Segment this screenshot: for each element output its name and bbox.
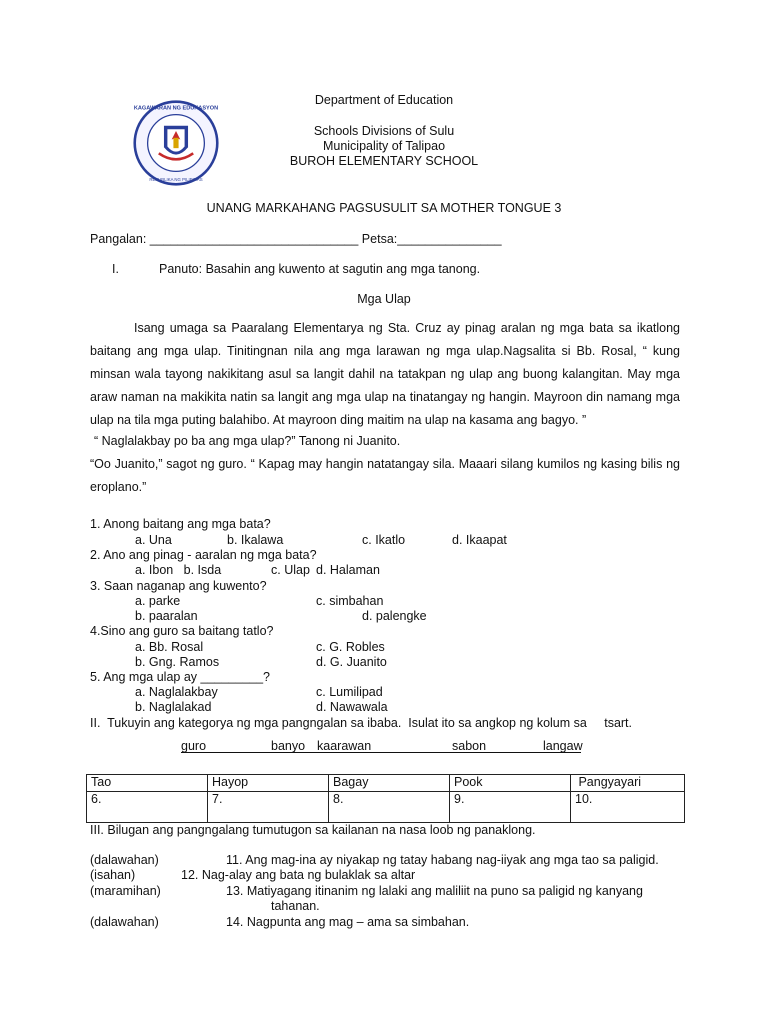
- q3-option-b: b. paaralan: [135, 609, 198, 623]
- table-header-cell: Tao: [87, 775, 208, 792]
- word-bank-item: guro: [181, 739, 207, 753]
- q4-option-b: b. Gng. Ramos: [135, 655, 220, 669]
- name-date-line: Pangalan: ______________________________ Petsa:_______________: [90, 232, 502, 246]
- q3-option-a: a. parke: [135, 594, 181, 608]
- table-header-cell: Pook: [450, 775, 571, 792]
- q5-option-d: d. Nawawala: [316, 700, 388, 714]
- exam-title: UNANG MARKAHANG PAGSUSULIT SA MOTHER TONGUE 3: [206, 201, 562, 215]
- q2-option-d: d. Halaman: [316, 563, 380, 577]
- word-bank-item: langaw: [543, 739, 583, 753]
- word-bank-underline: [181, 752, 581, 753]
- story-paragraph-1: [90, 317, 680, 432]
- q4-option-a: a. Bb. Rosal: [135, 640, 204, 654]
- word-bank-item: sabon: [452, 739, 487, 753]
- item-13-label: (maramihan): [90, 884, 161, 898]
- q4-option-c: c. G. Robles: [316, 640, 385, 654]
- q1-option-c: c. Ikatlo: [362, 533, 406, 547]
- q4-option-d: d. G. Juanito: [316, 655, 387, 669]
- item-11-label: (dalawahan): [90, 853, 159, 867]
- table-cell[interactable]: 8.: [329, 791, 450, 822]
- table-header-cell: Hayop: [208, 775, 329, 792]
- svg-text:REPUBLIKA NG PILIPINAS: REPUBLIKA NG PILIPINAS: [149, 176, 203, 182]
- item-12-text: 12. Nag-alay ang bata ng bulaklak sa altar: [181, 868, 416, 882]
- q3-option-c: c. simbahan: [316, 594, 384, 608]
- table-cell[interactable]: 10.: [571, 791, 685, 822]
- municipality-heading: Municipality of Talipao: [322, 139, 446, 153]
- word-bank-item: kaarawan: [317, 739, 372, 753]
- item-14-text: 14. Nagpunta ang mag – ama sa simbahan.: [226, 915, 470, 929]
- table-cell[interactable]: 6.: [87, 791, 208, 822]
- question-3: 3. Saan naganap ang kuwento?: [90, 579, 267, 593]
- question-1: 1. Anong baitang ang mga bata?: [90, 517, 271, 531]
- table-row: [87, 791, 685, 822]
- q2-option-ab: a. Ibon b. Isda: [135, 563, 222, 577]
- q5-option-a: a. Naglalakbay: [135, 685, 218, 699]
- q1-option-d: d. Ikaapat: [452, 533, 507, 547]
- q5-option-b: b. Naglalakad: [135, 700, 212, 714]
- question-4: 4.Sino ang guro sa baitang tatlo?: [90, 624, 274, 638]
- story-paragraph-3: “Oo Juanito,” sagot ng guro. “ Kapag may hangin natatangay sila. Maaari silang kumilos ng kasing bilis ng eroplano.”: [90, 457, 680, 494]
- table-header-cell: Pangyayari: [571, 775, 685, 792]
- story-paragraph-1-text: Isang umaga sa Paaralang Elementarya ng Sta. Cruz ay pinag aralan ng mga bata sa ikatlong baitang ang mga ulap. Tinitingnan nila ang mga larawan ng mga ulap.Nagsalita si Bb. Rosal, “ kung minsan wala tayong nakikitang asul sa langit dahil na tatakpan ng ulap ang buong kalangitan. May mga araw naman na makikita natin sa langit ang mga ulap na tinatangay ng hangin. Mayroon din namang mga ulap na tila mga puting balahibo. At mayroon ding maitim na ulap na kasama ang bagyo. ”: [90, 321, 680, 427]
- item-13-text: 13. Matiyagang itinanim ng lalaki ang maliliit na puno sa paligid ng kanyang: [226, 884, 643, 898]
- story-line-2: “ Naglalakbay po ba ang mga ulap?” Tanong ni Juanito.: [94, 434, 401, 448]
- item-14-label: (dalawahan): [90, 915, 159, 929]
- q5-option-c: c. Lumilipad: [316, 685, 383, 699]
- table-header-cell: Bagay: [329, 775, 450, 792]
- part2-instruction: II. Tukuyin ang kategorya ng mga pangngalan sa ibaba. Isulat ito sa angkop ng kolum sa tsart.: [90, 716, 632, 730]
- item-12-label: (isahan): [90, 868, 136, 882]
- item-11-text: 11. Ang mag-ina ay niyakap ng tatay habang nag-iiyak ang mga tao sa paligid.: [226, 853, 659, 867]
- school-heading: BUROH ELEMENTARY SCHOOL: [289, 154, 479, 168]
- word-bank: [181, 739, 581, 754]
- item-13-continuation: tahanan.: [271, 899, 320, 913]
- category-table: [86, 774, 685, 823]
- table-cell[interactable]: 7.: [208, 791, 329, 822]
- q1-option-a: a. Una: [135, 533, 172, 547]
- table-header-row: [87, 775, 685, 792]
- question-5: 5. Ang mga ulap ay _________?: [90, 670, 271, 684]
- story-title: Mga Ulap: [357, 292, 411, 306]
- table-cell[interactable]: 9.: [450, 791, 571, 822]
- svg-text:KAGAWARAN NG EDUKASYON: KAGAWARAN NG EDUKASYON: [133, 105, 219, 112]
- q2-option-c: c. Ulap: [271, 563, 310, 577]
- question-2: 2. Ano ang pinag - aaralan ng mga bata?: [90, 548, 317, 562]
- division-heading: Schools Divisions of Sulu: [313, 124, 455, 138]
- word-bank-item: banyo: [271, 739, 306, 753]
- part1-numeral: I.: [112, 262, 119, 276]
- q3-option-d: d. palengke: [362, 609, 427, 623]
- q1-option-b: b. Ikalawa: [227, 533, 284, 547]
- part3-instruction: III. Bilugan ang pangngalang tumutugon sa kailanan na nasa loob ng panaklong.: [90, 823, 536, 837]
- department-heading: Department of Education: [314, 93, 454, 107]
- part1-instruction: Panuto: Basahin ang kuwento at sagutin ang mga tanong.: [159, 262, 481, 276]
